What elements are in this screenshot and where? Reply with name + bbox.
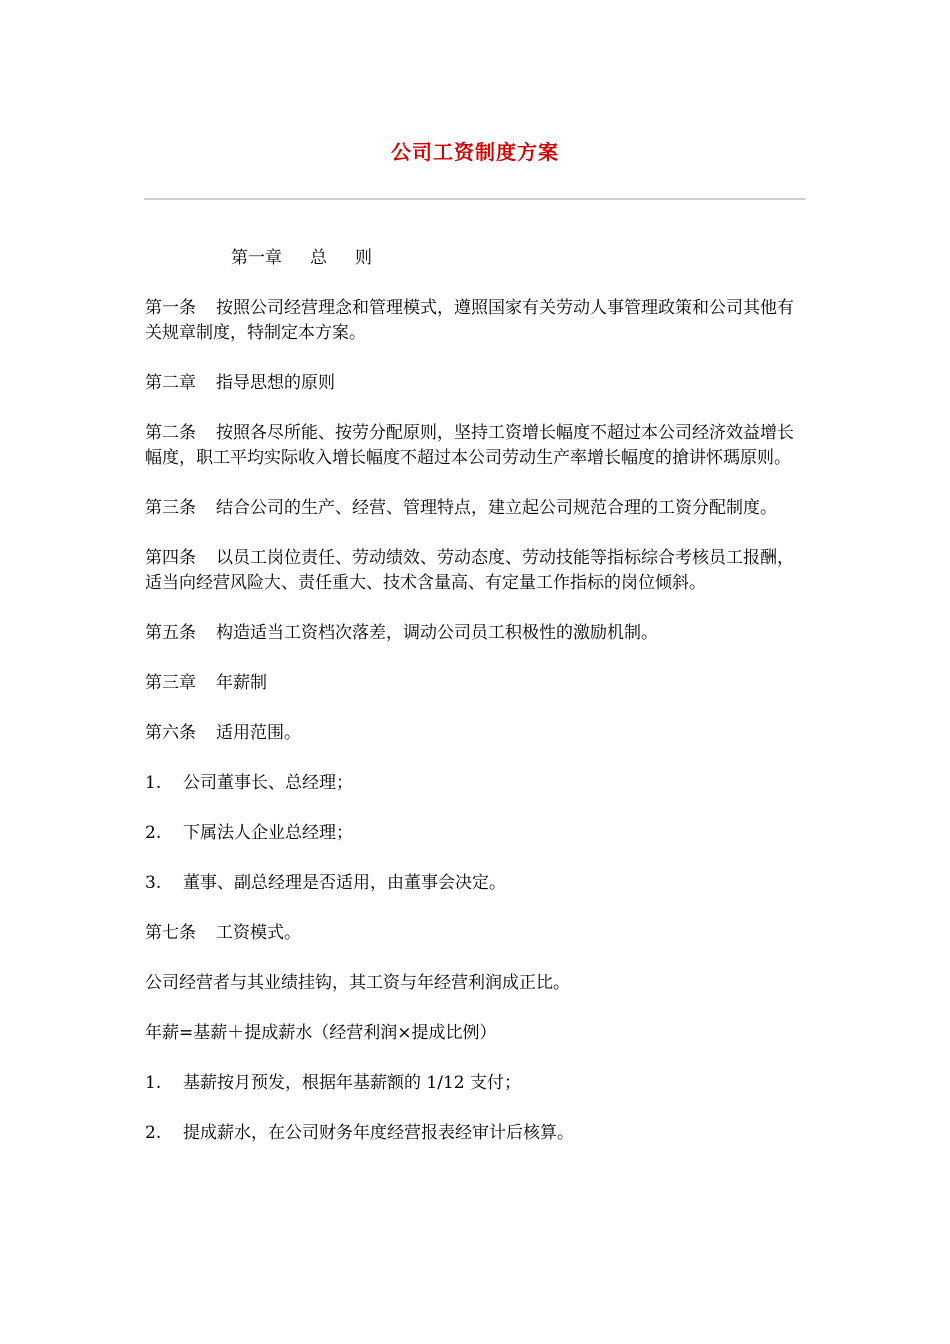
list-text: 董事、副总经理是否适用，由董事会决定。 — [183, 873, 506, 893]
title-divider — [144, 198, 806, 200]
article-label: 第一条 — [145, 298, 196, 318]
page-title: 公司工资制度方案 — [391, 140, 559, 164]
article-text: 适用范围。 — [216, 723, 301, 743]
article-paragraph — [145, 546, 810, 596]
article-text: 以员工岗位责任、劳动绩效、劳动态度、劳动技能等指标综合考核员工报酬，适当向经营风险大、责任重大、技术含量高、有定量工作指标的岗位倾斜。 — [145, 548, 794, 593]
article-text: 构造适当工资档次落差，调动公司员工积极性的激励机制。 — [216, 623, 658, 643]
article-text: 按照公司经营理念和管理模式，遵照国家有关劳动人事管理政策和公司其他有关规章制度，特制定本方案。 — [145, 298, 794, 343]
article-label: 第三条 — [145, 498, 196, 518]
list-item — [145, 871, 810, 896]
article-label: 第四条 — [145, 548, 196, 568]
list-item — [145, 1121, 810, 1146]
chapter-name: 总 — [310, 248, 327, 268]
document-body — [145, 246, 810, 1171]
list-item — [145, 1071, 810, 1096]
list-text: 提成薪水，在公司财务年度经营报表经审计后核算。 — [183, 1123, 574, 1143]
article-label: 第二条 — [145, 423, 196, 443]
list-number: 2. — [145, 823, 162, 843]
list-number: 2. — [145, 1123, 162, 1143]
chapter-name: 则 — [355, 248, 372, 268]
list-item — [145, 821, 810, 846]
chapter-heading — [145, 671, 810, 696]
chapter-label: 第三章 — [145, 673, 196, 693]
article-paragraph — [145, 421, 810, 471]
article-paragraph — [145, 496, 810, 521]
article-text: 工资模式。 — [216, 923, 301, 943]
body-paragraph: 公司经营者与其业绩挂钩，其工资与年经营利润成正比。 — [145, 973, 570, 993]
article-paragraph — [145, 621, 810, 646]
formula-paragraph: 年薪=基薪＋提成薪水（经营利润×提成比例） — [145, 1023, 497, 1043]
article-paragraph — [145, 721, 810, 746]
article-text: 按照各尽所能、按劳分配原则，坚持工资增长幅度不超过本公司经济效益增长幅度，职工平均实际收入增长幅度不超过本公司劳动生产率增长幅度的搶讲怀瑪原则。 — [145, 423, 794, 468]
chapter-label: 第二章 — [145, 373, 196, 393]
article-paragraph — [145, 296, 810, 346]
list-number: 1. — [145, 1073, 162, 1093]
list-item — [145, 771, 810, 796]
article-label: 第七条 — [145, 923, 196, 943]
article-label: 第六条 — [145, 723, 196, 743]
chapter-label: 第一章 — [231, 248, 282, 268]
chapter-name: 指导思想的原则 — [216, 373, 335, 393]
chapter-heading — [145, 246, 810, 271]
chapter-heading — [145, 371, 810, 396]
list-number: 1. — [145, 773, 162, 793]
article-paragraph — [145, 921, 810, 946]
list-text: 基薪按月预发，根据年基薪额的 1/12 支付； — [183, 1073, 521, 1093]
list-number: 3. — [145, 873, 162, 893]
list-text: 下属法人企业总经理； — [183, 823, 353, 843]
list-text: 公司董事长、总经理； — [183, 773, 353, 793]
chapter-name: 年薪制 — [216, 673, 267, 693]
article-text: 结合公司的生产、经营、管理特点，建立起公司规范合理的工资分配制度。 — [216, 498, 777, 518]
article-label: 第五条 — [145, 623, 196, 643]
